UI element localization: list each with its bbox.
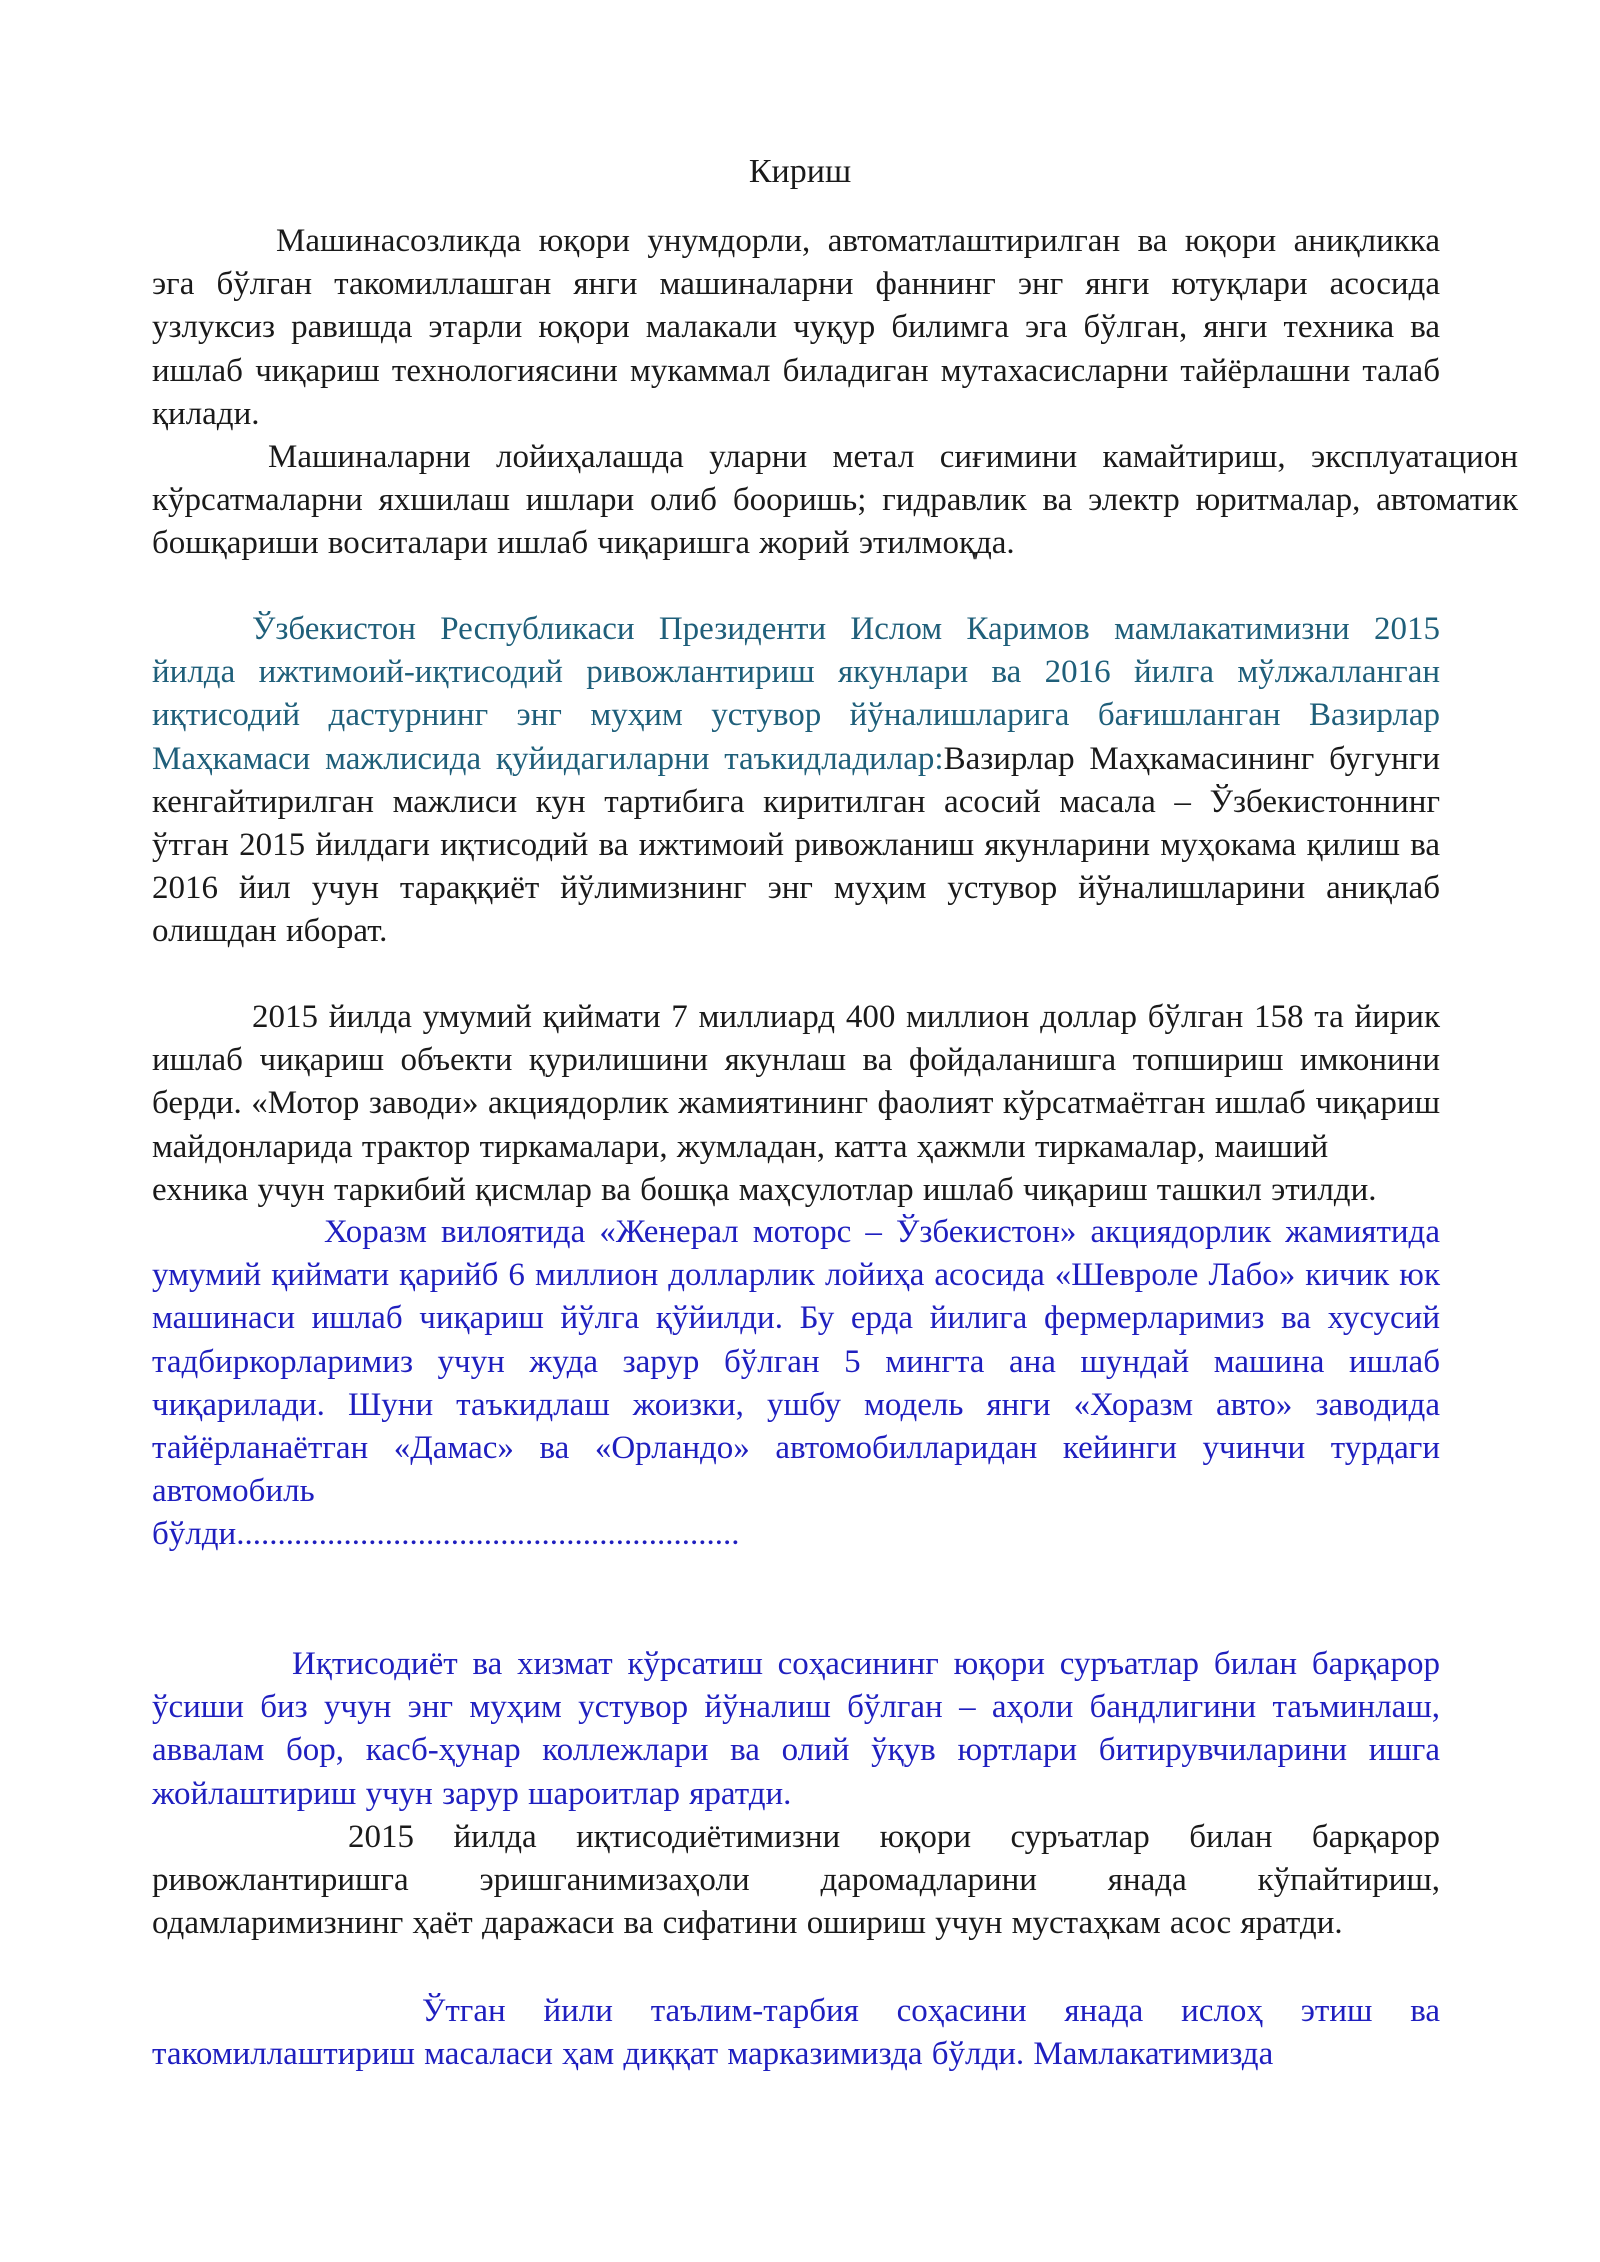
paragraph-2015-results-tail: ехника учун таркибий қисмлар ва бошқа маҳсулотлар ишлаб чиқариш ташкил этилди. [152,1171,1377,1208]
paragraph-khorezm-body: Хоразм вилоятида «Женерал моторс – Ўзбекистон» акциядорлик жамиятида умумий қиймати қарийб 6 миллион долларлик лойиҳа асосида «Шевроле Лабо» кичик юк машинаси ишлаб чиқариш йўлга қўйилди. Бу ерда йилига фермерларимиз ва хусусий тадбиркорларимиз учун жуда зарур бўлган 5 мингта ана шундай машина ишлаб чиқарилади. Шуни таъкидлаш жоизки, ушбу модель янги «Хоразм авто» заводида тайёрланаётган «Дамас» ва «Орландо» автомобилларидан кейинги учинчи турдаги автомобиль [152,1214,1440,1510]
paragraph-khorezm [152,1211,1440,1557]
paragraph-2015-results [152,996,1440,1212]
paragraph-2015-results-main: 2015 йилда умумий қиймати 7 миллиард 400 миллион доллар бўлган 158 та йирик ишлаб чиқариш объекти қурилишини якунлаш ва фойдаланишга топшириш имконини берди. «Мотор заводи» акциядорлик жамиятининг фаолият кўрсатмаётган ишлаб чиқариш майдонларида трактор тиркамалари, жумладан, катта ҳажмли тиркамалар, маиший [152,999,1440,1165]
paragraph-economy-services: Иқтисодиёт ва хизмат кўрсатиш соҳасининг юқори суръатлар билан барқарор ўсиши биз учун энг муҳим устувор йўналиш бўлган – аҳоли бандлигини таъминлаш, аввалам бор, касб-ҳунар коллежлари ва олий ўқув юртлари битирувчиларини ишга жойлаштириш учун зарур шароитлар яратди. [152,1646,1440,1812]
paragraph-president [152,608,1440,954]
paragraph-khorezm-end: бўлди............................................................. [152,1516,740,1553]
paragraph-president-body: Вазирлар Маҳкамасининг бугунги кенгайтирилган мажлиси кун тартибига киритилган асосий масала – Ўзбекистоннинг ўтган 2015 йилдаги иқтисодий ва ижтимоий ривожланиш якунларини муҳокама қилиш ва 2016 йил учун тараққиёт йўлимизнинг энг муҳим устувор йўналишларини аниқлаб олишдан иборат. [152,740,1440,950]
page-title: Кириш [748,153,852,190]
paragraph-machines: Машиналарни лойиҳалашда уларни метал сиғимини камайтириш, эксплуатацион кўрсатмаларни яхшилаш ишлари олиб бооришь; гидравлик ва электр юритмалар, автоматик бошқариши воситалари ишлаб чиқаришга жорий этилмоқда. [152,439,1518,562]
paragraph-intro: Машинасозликда юқори унумдорли, автоматлаштирилган ва юқори аниқликка эга бўлган такомиллашган янги машиналарни фаннинг энг янги ютуқлари асосида узлуксиз равишда этарли юқори малакали чуқур билимга эга бўлган, янги техника ва ишлаб чиқариш технологиясини мукаммал биладиган мутахасисларни тайёрлашни талаб қилади. [152,223,1440,432]
paragraph-education: Ўтган йили таълим-тарбия соҳасини янада ислоҳ этиш ва такомиллаштириш масаласи ҳам диққат марказимизда бўлди. Мамлакатимизда [152,1993,1440,2073]
paragraph-president-quote-lead: Ўзбекистон Республикаси Президенти Ислом Каримов мамлакатимизни 2015 йилда ижтимоий-иқтисодий ривожлантириш якунлари ва 2016 йилга мўлжалланган иқтисодий дастурнинг энг муҳим устувор йўналишларига бағишланган Вазирлар Маҳкамаси мажлисида қуйидагиларни таъкидладилар: [152,611,1440,777]
paragraph-economy-growth: 2015 йилда иқтисодиётимизни юқори суръатлар билан барқарор ривожлантиришга эришганимизаҳоли даромадларини янада кўпайтириш, одамларимизнинг ҳаёт даражаси ва сифатини ошириш учун мустаҳкам асос яратди. [152,1819,1440,1942]
